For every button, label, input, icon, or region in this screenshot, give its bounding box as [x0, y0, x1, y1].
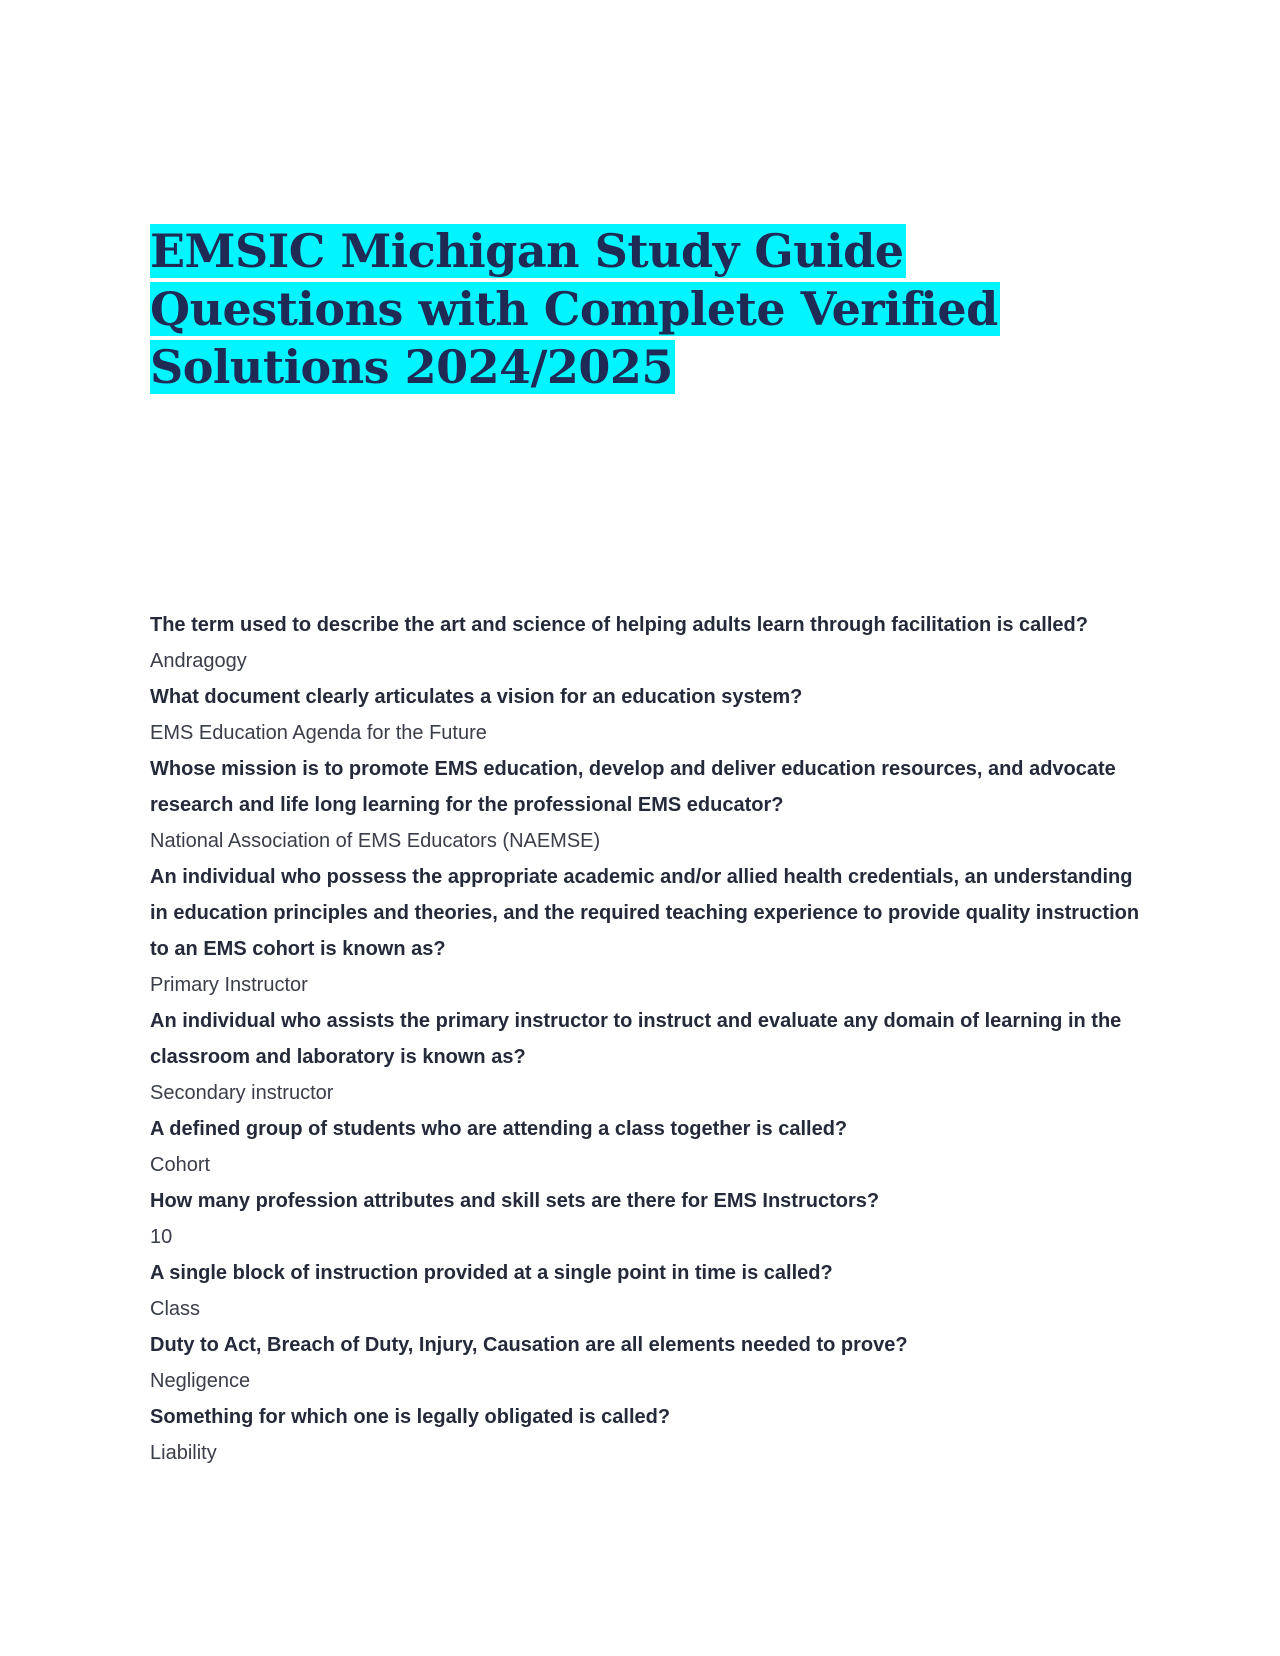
question-7: How many profession attributes and skill sets are there for EMS Instructors? [150, 1190, 880, 1212]
question-8: A single block of instruction provided at a single point in time is called? [150, 1262, 833, 1284]
answer-9: Negligence [150, 1370, 251, 1392]
answer-3: National Association of EMS Educators (NAEMSE) [150, 830, 601, 852]
answer-8: Class [150, 1298, 201, 1320]
question-3: Whose mission is to promote EMS education, develop and deliver education resources, and advocate research and life long learning for the professional EMS educator? [150, 758, 1116, 816]
document-title [150, 222, 1150, 396]
question-6: A defined group of students who are attending a class together is called? [150, 1118, 848, 1140]
title-highlight: EMSIC Michigan Study Guide Questions with Complete Verified Solutions 2024/2025 [150, 224, 998, 394]
question-2: What document clearly articulates a vision for an education system? [150, 686, 803, 708]
question-10: Something for which one is legally obligated is called? [150, 1406, 671, 1428]
question-5: An individual who assists the primary instructor to instruct and evaluate any domain of learning in the classroom and laboratory is known as? [150, 1010, 1122, 1068]
qa-list [150, 607, 1140, 1471]
answer-6: Cohort [150, 1154, 211, 1176]
answer-5: Secondary instructor [150, 1082, 334, 1104]
answer-7: 10 [150, 1226, 173, 1248]
question-9: Duty to Act, Breach of Duty, Injury, Causation are all elements needed to prove? [150, 1334, 908, 1356]
answer-2: EMS Education Agenda for the Future [150, 722, 487, 744]
answer-1: Andragogy [150, 650, 247, 672]
question-4: An individual who possess the appropriate academic and/or allied health credentials, an understanding in education principles and theories, and the required teaching experience to provide quality instruction to an EMS cohort is known as? [150, 866, 1140, 960]
answer-10: Liability [150, 1442, 217, 1464]
question-1: The term used to describe the art and science of helping adults learn through facilitation is called? [150, 614, 1088, 636]
answer-4: Primary Instructor [150, 974, 308, 996]
